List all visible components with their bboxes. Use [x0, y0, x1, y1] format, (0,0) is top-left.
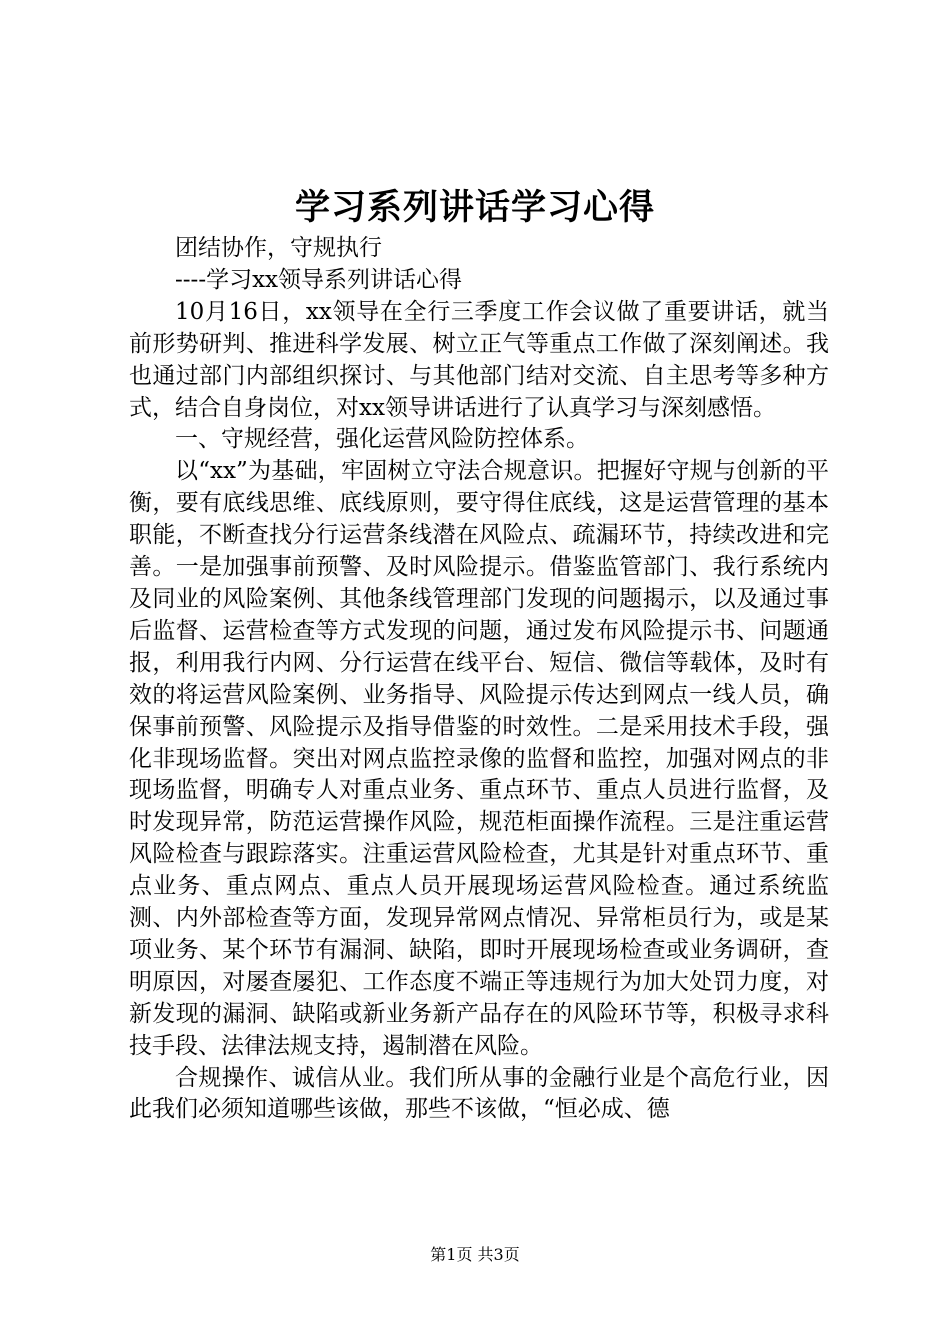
page-footer: 第1页 共3页: [430, 1245, 520, 1264]
subtitle-line: 团结协作，守规执行: [175, 235, 382, 261]
body-paragraph: 以“xx”为基础，牢固树立守法合规意识。把握好守规与创新的平衡，要有底线思维、底线原则，要守得住底线，这是运营管理的基本职能，不断查找分行运营条线潜在风险点、疏漏环节，持续改进和完善。一是加强事前预警、及时风险提示。借鉴监管部门、我行系统内及同业的风险案例、其他条线管理部门发现的问题揭示，以及通过事后监督、运营检查等方式发现的问题，通过发布风险提示书、问题通报，利用我行内网、分行运营在线平台、短信、微信等载体，及时有效的将运营风险案例、业务指导、风险提示传达到网点一线人员，确保事前预警、风险提示及指导借鉴的时效性。二是采用技术手段，强化非现场监督。突出对网点监控录像的监督和监控，加强对网点的非现场监督，明确专人对重点业务、重点环节、重点人员进行监督，及时发现异常，防范运营操作风险，规范柜面操作流程。三是注重运营风险检查与跟踪落实。注重运营风险检查，尤其是针对重点环节、重点业务、重点网点、重点人员开展现场运营风险检查。通过系统监测、内外部检查等方面，发现异常网点情况、异常柜员行为，或是某项业务、某个环节有漏洞、缺陷，即时开展现场检查或业务调研，查明原因，对屡查屡犯、工作态度不端正等违规行为加大处罚力度，对新发现的漏洞、缺陷或新业务新产品存在的风险环节等，积极寻求科技手段、法律法规支持，遏制潜在风险。: [129, 458, 829, 1059]
body-paragraph: 10月16日，xx领导在全行三季度工作会议做了重要讲话，就当前形势研判、推进科学发展、树立正气等重点工作做了深刻阐述。我也通过部门内部组织探讨、与其他部门结对交流、自主思考等多种方式，结合自身岗位，对xx领导讲话进行了认真学习与深刻感悟。: [129, 298, 829, 421]
subtitle-source-line: ----学习xx领导系列讲话心得: [175, 266, 463, 293]
document-title: 学习系列讲话学习心得: [294, 187, 655, 228]
section-heading: 一、守规经营，强化运营风险防控体系。: [175, 426, 589, 453]
body-paragraph: 合规操作、诚信从业。我们所从事的金融行业是个高危行业，因此我们必须知道哪些该做，那些不该做，“恒必成、德: [129, 1064, 829, 1123]
document-body: [129, 233, 829, 1126]
